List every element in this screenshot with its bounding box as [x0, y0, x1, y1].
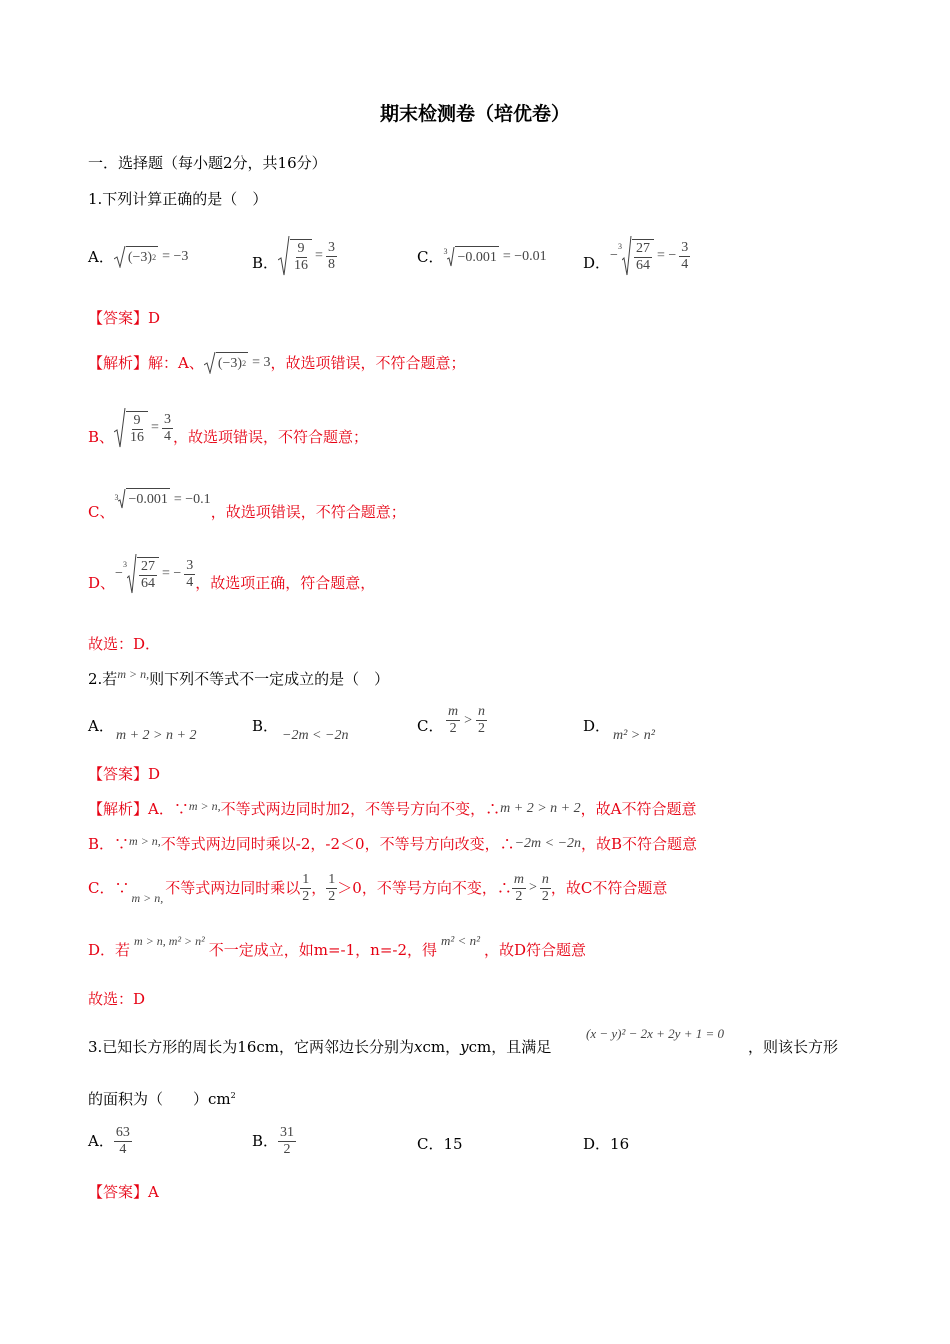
cube-root-fraction — [127, 554, 159, 594]
analysis-head: B．∵ — [88, 835, 130, 853]
option-label: C． — [417, 1135, 444, 1153]
analysis-label: B、 — [88, 428, 115, 446]
stem-prefix: 3.已知长方形的周长为16cm，它两邻边长分别为 — [88, 1038, 415, 1056]
equals: = − — [161, 566, 182, 581]
stem-suffix: 的面积为（ ）cm — [88, 1090, 231, 1108]
analysis-mid: ＞0，不等号方向不变，∴ — [337, 879, 512, 897]
numerator: n — [541, 871, 549, 887]
fraction-n-2 — [476, 704, 487, 737]
root-index: 3 — [443, 247, 448, 256]
condition-math: m > n, m² > n² — [134, 934, 205, 948]
root-index: 3 — [114, 493, 119, 502]
rhs: = −0.1 — [173, 492, 211, 507]
q3-option-d — [583, 1134, 629, 1154]
q3-equation: (x − y)² − 2x + 2y + 1 = 0 — [586, 1026, 724, 1041]
q2-option-c-math — [446, 704, 487, 737]
denominator: 4 — [163, 428, 171, 444]
denominator: 2 — [449, 721, 457, 736]
q2-option-b-math: −2m < −2n — [282, 728, 349, 743]
analysis-head: 【解析】A．∵ — [88, 800, 189, 818]
fraction-n-2 — [540, 872, 551, 905]
q3-stem-line2 — [88, 1086, 236, 1109]
fraction-m-2 — [512, 872, 526, 905]
analysis-head: D．若 — [88, 941, 131, 959]
q2-option-b — [252, 716, 278, 736]
numerator: 3 — [327, 239, 335, 255]
denominator: 64 — [140, 575, 155, 591]
numerator: 31 — [280, 1124, 295, 1140]
option-label: B． — [252, 1132, 279, 1150]
option-label: B． — [252, 254, 279, 272]
denominator: 2 — [515, 888, 523, 904]
q2-final: 故选：D — [88, 990, 146, 1008]
numerator: 3 — [186, 557, 194, 573]
numerator: n — [478, 704, 486, 719]
analysis-label: C、 — [88, 503, 115, 521]
analysis-tail: ，故选项错误，不符合题意； — [210, 503, 406, 521]
q3-stem-line1 — [88, 1037, 551, 1057]
q1-analysis-a — [88, 352, 466, 374]
operator: > — [528, 880, 537, 895]
q2-option-d — [583, 716, 610, 736]
option-label: A． — [88, 248, 114, 266]
option-label: A． — [88, 717, 114, 735]
condition-math: m > n, — [131, 891, 164, 905]
numerator: m — [513, 871, 524, 887]
analysis-mid: 不等式两边同时加2，不等号方向不变，∴ — [220, 800, 501, 818]
page-title: 期末检测卷（培优卷） — [379, 103, 570, 125]
cube-root — [447, 246, 498, 268]
fraction-half — [300, 872, 311, 905]
option-label: D． — [583, 254, 611, 272]
q2-analysis-a — [88, 799, 696, 821]
numerator: 3 — [681, 239, 689, 255]
stem-mid: cm，且满足 — [468, 1038, 552, 1056]
condition-math: m > n, — [129, 834, 161, 848]
rhs: = 3 — [252, 355, 271, 370]
q1-analysis-c — [88, 488, 406, 528]
q1-stem: 1.下列计算正确的是（ ） — [88, 190, 268, 208]
negative-sign: − — [610, 248, 618, 263]
analysis-mid: 不等式两边同时乘以 — [165, 879, 301, 897]
stem-prefix: 2.若 — [88, 670, 118, 688]
fraction — [114, 1125, 132, 1158]
denominator: 4 — [119, 1141, 127, 1157]
unit: cm， — [422, 1038, 461, 1056]
numerator: 1 — [328, 871, 336, 887]
option-label: A． — [88, 1132, 114, 1150]
negative-sign: − — [115, 566, 123, 581]
q1-analysis-d — [88, 546, 375, 602]
denominator: 64 — [635, 257, 650, 273]
result-math: m² < n² — [441, 933, 480, 948]
result-math: m + 2 > n + 2 — [500, 801, 581, 816]
result-fraction — [162, 412, 173, 445]
analysis-tail: ，故B不符合题意 — [581, 835, 698, 853]
q2-option-c — [417, 716, 443, 736]
analysis-tail: ，故A不符合题意 — [580, 800, 697, 818]
fraction-m-2 — [446, 704, 460, 737]
analysis-tail: ，故选项正确，符合题意， — [195, 574, 376, 592]
var-y: y — [460, 1038, 469, 1056]
analysis-mid: 不等式两边同时乘以-2，-2＜0，不等号方向改变，∴ — [160, 835, 515, 853]
analysis-tail: ，故D符合题意 — [483, 941, 587, 959]
q3-stem-line1-tail: ，则该长方形 — [748, 1038, 839, 1056]
result-math: −2m < −2n — [514, 836, 582, 851]
stem-suffix: 则下列不等式不一定成立的是（ ） — [149, 670, 390, 688]
equals: = — [151, 420, 159, 435]
radicand: −0.001 — [126, 488, 169, 510]
section-heading: 一．选择题（每小题2分，共16分） — [88, 154, 327, 172]
denominator: 4 — [186, 574, 194, 590]
q2-option-a-math: m + 2 > n + 2 — [116, 728, 197, 743]
sqrt-expression — [204, 352, 248, 374]
condition-math: m > n, — [117, 667, 150, 681]
q1-final: 故选：D． — [88, 635, 161, 653]
separator: ， — [311, 879, 327, 897]
numerator: 27 — [140, 558, 155, 574]
q1-option-a — [88, 246, 188, 268]
denominator: 8 — [327, 256, 335, 272]
root-index: 3 — [122, 560, 127, 569]
numerator: 9 — [297, 240, 305, 256]
q3-option-c — [417, 1134, 463, 1154]
analysis-label: D、 — [88, 574, 116, 592]
numerator: 27 — [635, 240, 650, 256]
q2-stem — [88, 669, 389, 690]
denominator: 2 — [328, 888, 336, 904]
q2-answer: 【答案】D — [88, 765, 161, 783]
operator: > — [464, 712, 473, 728]
fraction-half — [326, 872, 337, 905]
q2-option-d-math: m² > n² — [613, 728, 655, 743]
exponent: 2 — [152, 253, 157, 262]
sqrt-fraction — [114, 408, 148, 448]
q2-analysis-d — [88, 933, 587, 961]
option-label: D． — [583, 717, 611, 735]
fraction — [278, 1125, 296, 1158]
option-label: C． — [417, 717, 444, 735]
radicand: −0.001 — [455, 246, 498, 268]
q1-option-c — [417, 246, 547, 268]
q1-analysis-b — [88, 400, 368, 456]
q2-option-a — [88, 716, 114, 736]
q3-option-a — [88, 1120, 132, 1162]
cube-root — [118, 488, 169, 510]
equals: = − — [656, 248, 677, 263]
denominator: 2 — [283, 1141, 291, 1157]
analysis-tail: ，故选项错误，不符合题意； — [270, 354, 466, 372]
denominator: 16 — [130, 429, 145, 445]
sqrt-expression — [114, 246, 158, 268]
denominator: 16 — [294, 257, 309, 273]
condition-math: m > n, — [188, 799, 221, 813]
rhs: = −3 — [162, 249, 189, 264]
denominator: 2 — [478, 721, 486, 736]
option-label: C． — [417, 248, 444, 266]
analysis-head: C．∵ — [88, 879, 130, 897]
option-value: 16 — [610, 1135, 630, 1153]
denominator: 2 — [541, 888, 549, 904]
denominator: 2 — [302, 888, 310, 904]
radicand: (−3) — [217, 356, 243, 371]
numerator: m — [448, 704, 459, 719]
analysis-head: 【解析】解：A、 — [88, 354, 204, 372]
sqrt-fraction — [278, 236, 312, 276]
analysis-mid: 不一定成立，如m=-1，n=-2，得 — [208, 941, 438, 959]
numerator: 9 — [133, 412, 141, 428]
q2-analysis-b — [88, 834, 697, 856]
option-label: D． — [583, 1135, 611, 1153]
equals: = — [315, 248, 323, 263]
q1-answer: 【答案】D — [88, 309, 161, 327]
result-fraction — [679, 240, 690, 273]
numerator: 1 — [302, 871, 310, 887]
numerator: 3 — [163, 411, 171, 427]
analysis-tail: ，故选项错误，不符合题意； — [172, 428, 368, 446]
rhs: = −0.01 — [502, 249, 547, 264]
numerator: 63 — [115, 1124, 130, 1140]
option-value: 15 — [443, 1135, 463, 1153]
unit-exponent: 2 — [230, 1091, 236, 1100]
analysis-tail: ，故C不符合题意 — [550, 879, 668, 897]
q3-option-b — [252, 1120, 296, 1162]
result-fraction — [326, 240, 337, 273]
q1-option-d — [583, 228, 690, 284]
exponent: 2 — [242, 359, 247, 368]
option-label: B． — [252, 717, 279, 735]
q3-answer: 【答案】A — [88, 1183, 159, 1201]
var-x: x — [414, 1038, 423, 1056]
result-fraction — [184, 558, 195, 591]
q1-option-b — [252, 228, 337, 284]
root-index: 3 — [617, 242, 622, 251]
q2-analysis-c — [88, 868, 667, 908]
radicand: (−3) — [127, 250, 153, 265]
cube-root-fraction — [622, 236, 654, 276]
denominator: 4 — [681, 256, 689, 272]
